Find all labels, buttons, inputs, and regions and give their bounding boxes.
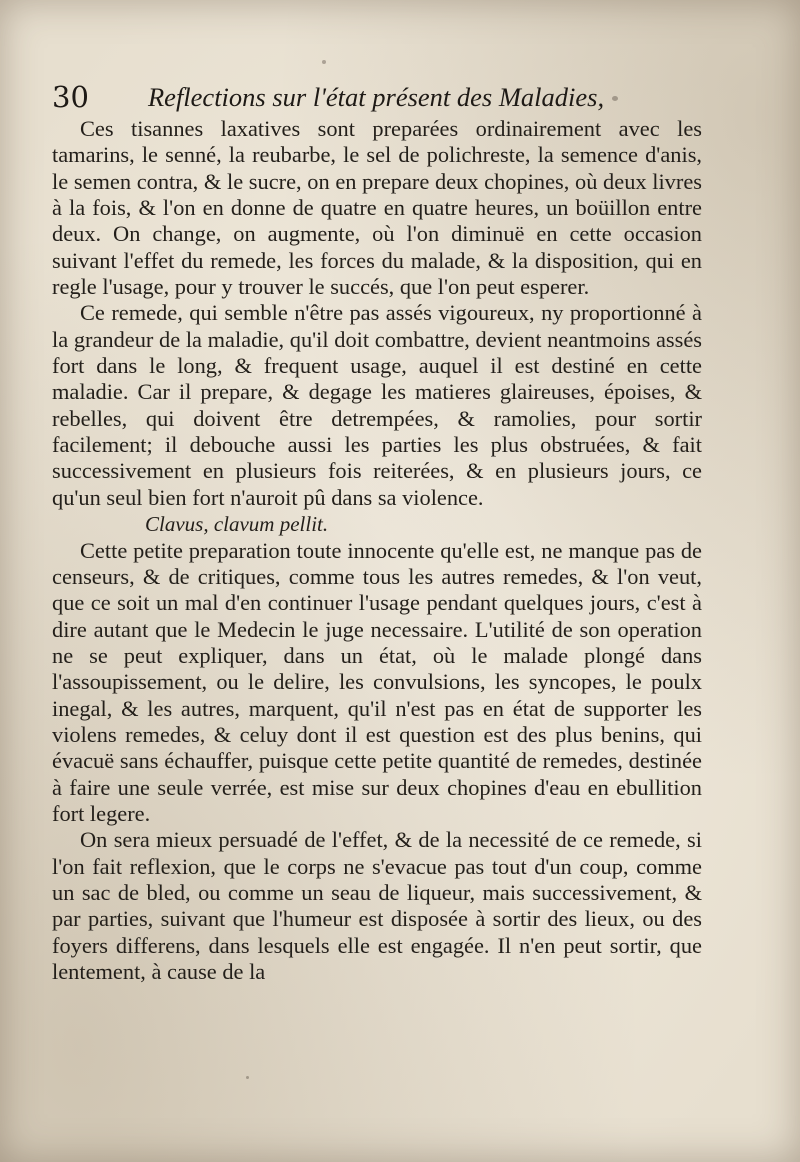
ink-speck	[612, 96, 618, 101]
body-text	[52, 116, 702, 985]
paragraph: Ces tisannes laxatives sont preparées ordinairement avec les tamarins, le senné, la reubarbe, le sel de polichreste, la semence d'anis, le semen contra, & le sucre, on en prepare deux chopines, où deux livres à la fois, & l'on en donne de quatre en quatre heures, un boüillon entre deux. On change, on augmente, où l'on diminuë en cette occasion suivant l'effet du remede, les forces du malade, & la disposition, qui en regle l'usage, pour y trouver le succés, que l'on peut esperer.	[52, 116, 702, 300]
ink-speck	[322, 60, 326, 64]
paragraph: Cette petite preparation toute innocente qu'elle est, ne manque pas de censeurs, & de critiques, comme tous les autres remedes, & l'on veut, que ce soit un mal d'en continuer l'usage pendant quelques jours, c'est à dire autant que le Medecin le juge necessaire. L'utilité de son operation ne se peut expliquer, dans un état, où le malade plongé dans l'assoupissement, ou le delire, les convulsions, les syncopes, le poulx inegal, & les autres, marquent, qu'il n'est pas en état de supporter les violens remedes, & celuy dont il est question est des plus benins, qui évacuë sans échauffer, puisque cette petite quantité de remedes, destinée à faire une seule verrée, est mise sur deux chopines d'eau en ebullition fort legere.	[52, 537, 702, 826]
paragraph: Ce remede, qui semble n'être pas assés vigoureux, ny proportionné à la grandeur de la maladie, qu'il doit combattre, devient neantmoins assés fort dans le long, & frequent usage, auquel il est destiné en cette maladie. Car il prepare, & degage les matieres glaireuses, époises, & rebelles, qui doivent être detrempées, & ramolies, pour sortir facilement; il debouche aussi les parties les plus obstruées, & fait successivement en plusieurs fois reiterées, & en plusieurs jours, ce qu'un seul bien fort n'auroit pû dans sa violence.	[52, 300, 702, 510]
paragraph: On sera mieux persuadé de l'effet, & de la necessité de ce remede, si l'on fait reflexion, que le corps ne s'evacue pas tout d'un coup, comme un sac de bled, ou comme un seau de liqueur, mais successivement, & par parties, suivant que l'humeur est disposée à sortir des lieux, ou des foyers differens, dans lesquels elle est engagée. Il n'en peut sortir, que lentement, à cause de la	[52, 827, 702, 984]
running-head: Reflections sur l'état présent des Maladies,	[148, 82, 605, 112]
ink-speck	[246, 1076, 249, 1079]
latin-motto: Clavus, clavum pellit.	[145, 512, 329, 537]
page-number: 30	[52, 80, 89, 114]
